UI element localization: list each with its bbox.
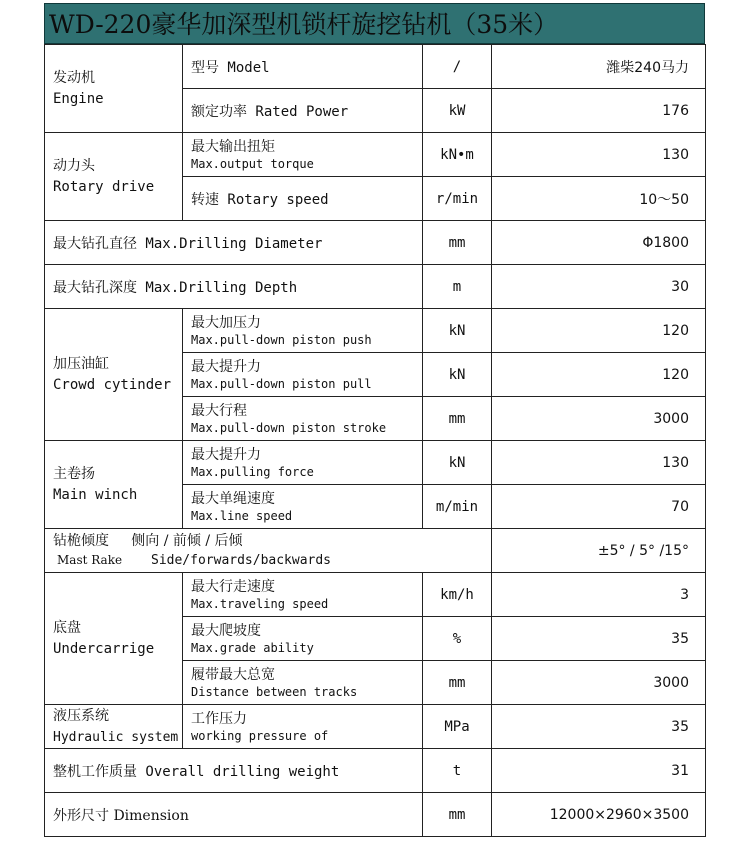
param-value: 30 bbox=[492, 265, 706, 309]
hydraulic-category bbox=[45, 705, 183, 749]
param-name bbox=[183, 705, 423, 749]
param-name-cn: 最大爬坡度 bbox=[191, 622, 261, 639]
rotary-category bbox=[45, 133, 183, 221]
param-name-en: Max.line speed bbox=[191, 508, 293, 523]
spec-sheet bbox=[44, 3, 705, 837]
param-name-cn: 最大提升力 bbox=[191, 446, 261, 463]
param-name bbox=[183, 353, 423, 397]
param-name-en: Max.output torque bbox=[191, 156, 314, 171]
param-value: 3000 bbox=[492, 661, 706, 705]
table-row bbox=[45, 133, 706, 177]
undercarriage-category bbox=[45, 573, 183, 705]
param-unit: kN bbox=[423, 309, 492, 353]
crowd-category bbox=[45, 309, 183, 441]
param-name bbox=[183, 133, 423, 177]
param-unit: m bbox=[423, 265, 492, 309]
param-name-en: Max.pull-down piston stroke bbox=[191, 420, 387, 435]
param-value: 120 bbox=[492, 353, 706, 397]
table-row bbox=[45, 265, 706, 309]
winch-category bbox=[45, 441, 183, 529]
param-value: 潍柴240马力 bbox=[492, 45, 706, 89]
category-label-en: Rotary drive bbox=[53, 178, 155, 195]
mast-rake-label bbox=[45, 529, 492, 573]
rake-label-en: Mast Rake bbox=[57, 553, 123, 567]
param-name-cn: 最大提升力 bbox=[191, 358, 261, 375]
param-value: 31 bbox=[492, 749, 706, 793]
param-name bbox=[183, 441, 423, 485]
param-name-cn: 工作压力 bbox=[191, 710, 247, 727]
param-value: 3000 bbox=[492, 397, 706, 441]
category-label-en: Hydraulic system bbox=[53, 729, 179, 745]
param-name-en: Max.pull-down piston pull bbox=[191, 376, 372, 391]
param-name-cn: 最大行程 bbox=[191, 402, 247, 419]
category-label-cn: 液压系统 bbox=[53, 707, 109, 724]
param-unit: mm bbox=[423, 221, 492, 265]
param-name-cn: 最大加压力 bbox=[191, 314, 261, 331]
param-name-cn: 履带最大总宽 bbox=[191, 666, 275, 683]
rake-detail-en: Side/forwards/backwards bbox=[151, 553, 332, 568]
param-name: 整机工作质量 Overall drilling weight bbox=[45, 749, 423, 793]
param-unit: r/min bbox=[423, 177, 492, 221]
category-label-en: Undercarrige bbox=[53, 640, 155, 657]
param-name bbox=[183, 661, 423, 705]
param-name-cn: 最大行走速度 bbox=[191, 578, 275, 595]
param-value: 70 bbox=[492, 485, 706, 529]
param-name bbox=[183, 485, 423, 529]
param-name bbox=[183, 309, 423, 353]
param-name-en: Max.pull-down piston push bbox=[191, 332, 372, 347]
param-name-cn: 最大单绳速度 bbox=[191, 490, 275, 507]
category-label-cn: 动力头 bbox=[53, 157, 95, 174]
param-value: ±5° / 5° /15° bbox=[492, 529, 706, 573]
param-name-cn: 最大输出扭矩 bbox=[191, 138, 275, 155]
param-name-en: Distance between tracks bbox=[191, 684, 358, 699]
spec-table bbox=[44, 44, 706, 837]
param-value: 10～50 bbox=[492, 177, 706, 221]
param-name: 外形尺寸 Dimension bbox=[45, 793, 423, 837]
param-name-en: Max.grade ability bbox=[191, 640, 314, 655]
category-label-en: Main winch bbox=[53, 486, 138, 503]
param-value: Φ1800 bbox=[492, 221, 706, 265]
param-value: 3 bbox=[492, 573, 706, 617]
category-label-cn: 发动机 bbox=[53, 69, 95, 86]
category-label-cn: 底盘 bbox=[53, 619, 81, 636]
param-value: 176 bbox=[492, 89, 706, 133]
sheet-title: WD-220豪华加深型机锁杆旋挖钻机（35米） bbox=[44, 3, 705, 44]
engine-category bbox=[45, 45, 183, 133]
param-name-en: Max.traveling speed bbox=[191, 596, 329, 611]
category-label-en: Engine bbox=[53, 90, 104, 107]
rake-label-cn: 钻桅倾度 bbox=[53, 533, 109, 549]
category-label-cn: 加压油缸 bbox=[53, 355, 109, 372]
category-label-en: Crowd cytinder bbox=[53, 376, 172, 393]
param-unit: / bbox=[423, 45, 492, 89]
param-value: 120 bbox=[492, 309, 706, 353]
table-row bbox=[45, 309, 706, 353]
param-value: 35 bbox=[492, 705, 706, 749]
param-unit: mm bbox=[423, 793, 492, 837]
param-value: 12000×2960×3500 bbox=[492, 793, 706, 837]
table-row bbox=[45, 705, 706, 749]
table-row bbox=[45, 749, 706, 793]
param-name: 最大钻孔深度 Max.Drilling Depth bbox=[45, 265, 423, 309]
category-label-cn: 主卷扬 bbox=[53, 465, 95, 482]
param-value: 130 bbox=[492, 441, 706, 485]
table-row bbox=[45, 45, 706, 89]
param-name: 额定功率 Rated Power bbox=[183, 89, 423, 133]
param-unit: kW bbox=[423, 89, 492, 133]
table-row bbox=[45, 573, 706, 617]
param-name-en: working pressure of bbox=[191, 728, 329, 743]
param-value: 35 bbox=[492, 617, 706, 661]
param-unit: km/h bbox=[423, 573, 492, 617]
param-name bbox=[183, 617, 423, 661]
param-name: 最大钻孔直径 Max.Drilling Diameter bbox=[45, 221, 423, 265]
rake-detail-cn: 侧向 / 前倾 / 后倾 bbox=[131, 533, 243, 549]
table-row bbox=[45, 529, 706, 573]
param-unit: MPa bbox=[423, 705, 492, 749]
param-unit: mm bbox=[423, 661, 492, 705]
param-unit: kN bbox=[423, 441, 492, 485]
param-unit: % bbox=[423, 617, 492, 661]
table-row bbox=[45, 793, 706, 837]
param-unit: m/min bbox=[423, 485, 492, 529]
param-unit: kN bbox=[423, 353, 492, 397]
param-unit: mm bbox=[423, 397, 492, 441]
param-name bbox=[183, 573, 423, 617]
param-name: 转速 Rotary speed bbox=[183, 177, 423, 221]
table-row bbox=[45, 221, 706, 265]
param-name: 型号 Model bbox=[183, 45, 423, 89]
param-name-en: Max.pulling force bbox=[191, 464, 314, 479]
param-name bbox=[183, 397, 423, 441]
param-unit: kN•m bbox=[423, 133, 492, 177]
param-unit: t bbox=[423, 749, 492, 793]
table-row bbox=[45, 441, 706, 485]
param-value: 130 bbox=[492, 133, 706, 177]
